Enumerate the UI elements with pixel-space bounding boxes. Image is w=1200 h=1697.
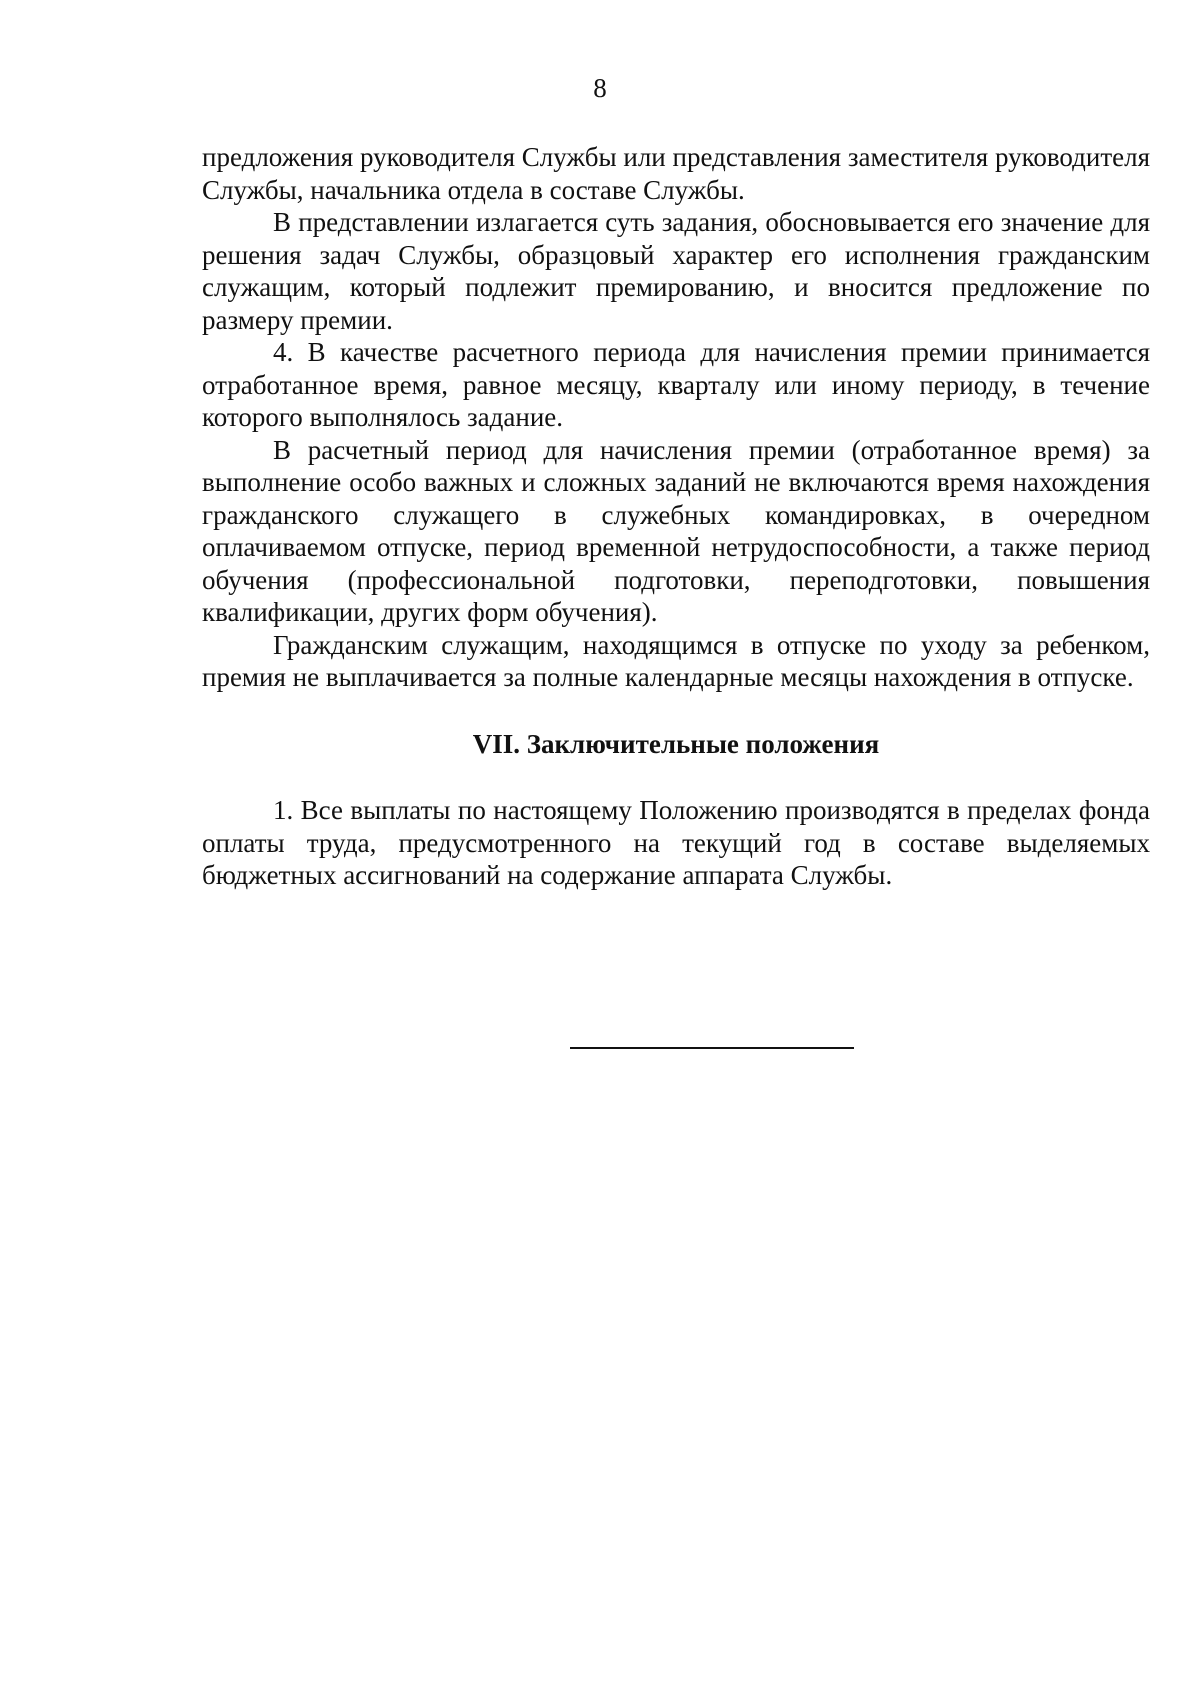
paragraph-billing-period: В расчетный период для начисления премии (отработанное время) за выполнение особо важных и сложных заданий не включаются время нахождения гражданского служащего в служебных командировках, в очередном оплачиваемом отпуске, период временной нетрудоспособности, а также период обучения (профессиональной подготовки, переподготовки, повышения квалификации, других форм обучения).	[202, 434, 1150, 627]
end-divider-line	[570, 1047, 854, 1049]
paragraph-representation: В представлении излагается суть задания, обосновывается его значение для решения задач Службы, образцовый характер его исполнения гражданским служащим, который подлежит премированию, и вносится предложение по размеру премии.	[202, 207, 1150, 335]
paragraph-continuation: предложения руководителя Службы или представления заместителя руководителя Службы, начальника отдела в составе Службы.	[202, 142, 1150, 205]
section-title: VII. Заключительные положения	[472, 728, 880, 759]
paragraph-item-4: 4. В качестве расчетного периода для начисления премии принимается отработанное время, равное месяцу, кварталу или иному периоду, в течение которого выполнялось задание.	[202, 337, 1150, 432]
page-number: 8	[593, 73, 607, 103]
paragraph-parental-leave: Гражданским служащим, находящимся в отпуске по уходу за ребенком, премия не выплачивается за полные календарные месяцы нахождения в отпуске.	[202, 629, 1150, 692]
document-body	[202, 141, 1150, 892]
paragraph-final-item-1: 1. Все выплаты по настоящему Положению производятся в пределах фонда оплаты труда, предусмотренного на текущий год в составе выделяемых бюджетных ассигнований на содержание аппарата Службы.	[202, 795, 1150, 890]
